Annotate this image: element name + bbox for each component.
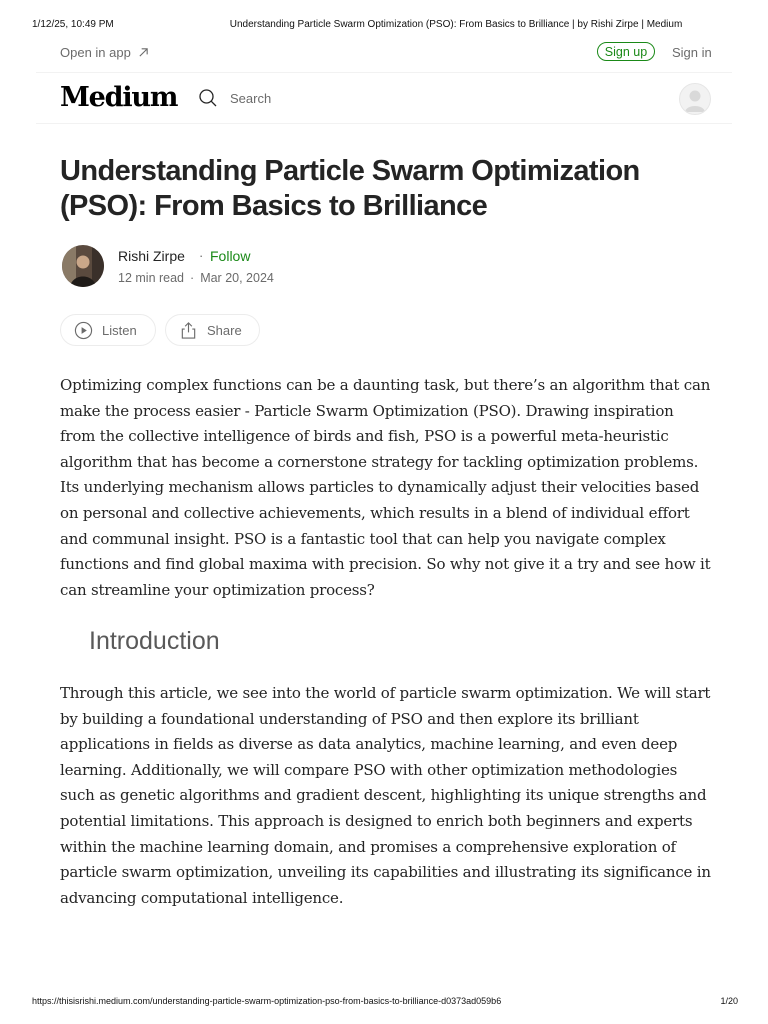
- print-datetime: 1/12/25, 10:49 PM: [32, 18, 114, 30]
- medium-logo[interactable]: Medium: [60, 82, 178, 113]
- follow-button[interactable]: Follow: [210, 248, 251, 264]
- sign-up-button[interactable]: Sign up: [597, 42, 655, 61]
- open-in-app-label: Open in app: [60, 45, 131, 60]
- top-bar: [36, 40, 732, 73]
- meta-separator: ·: [190, 271, 195, 285]
- listen-button[interactable]: [60, 314, 156, 346]
- follow-separator: ·: [199, 248, 204, 263]
- arrow-up-right-icon: [138, 47, 149, 58]
- article-paragraph: Through this article, we see into the world of particle swarm optimization. We will start by building a foundational understanding of PSO and then explore its brilliant applications in fields as diverse as data analytics, machine learning, and even deep learning. Additionally, we will compare PSO with other optimization methodologies such as genetic algorithms and gradient descent, highlighting its unique strengths and potential limitations. This approach is designed to enrich both beginners and experts within the machine learning domain, and promises a comprehensive exploration of particle swarm optimization, unveiling its capabilities and illustrating its significance in advancing computational intelligence.: [60, 684, 711, 907]
- listen-label: Listen: [102, 322, 137, 338]
- read-time: 12 min read: [118, 271, 185, 285]
- share-icon: [179, 321, 198, 340]
- author-name[interactable]: Rishi Zirpe: [118, 248, 185, 264]
- search-icon: [198, 88, 218, 108]
- article-meta: [118, 271, 274, 285]
- sign-in-link[interactable]: Sign in: [672, 45, 712, 60]
- section-heading-introduction: Introduction: [89, 627, 220, 655]
- author-photo: [62, 245, 104, 287]
- print-footer: [32, 996, 738, 1010]
- author-avatar[interactable]: [62, 245, 104, 287]
- print-url: https://thisisrishi.medium.com/understanding-particle-swarm-optimization-pso-from-basics-to-brilliance-d0373ad059b6: [32, 996, 502, 1006]
- play-circle-icon: [74, 321, 93, 340]
- user-avatar[interactable]: [679, 83, 711, 115]
- print-page-number: 1/20: [720, 996, 738, 1006]
- open-in-app-link[interactable]: [60, 45, 149, 60]
- search-input[interactable]: [230, 91, 350, 106]
- publish-date: Mar 20, 2024: [200, 271, 274, 285]
- search-bar[interactable]: [198, 88, 350, 108]
- print-page-title: Understanding Particle Swarm Optimization (PSO): From Basics to Brilliance | by Rishi Zirpe | Medium: [229, 18, 683, 30]
- nav-bar: [36, 73, 732, 124]
- share-label: Share: [207, 322, 242, 338]
- print-header: [32, 17, 740, 31]
- article-paragraph: Optimizing complex functions can be a daunting task, but there’s an algorithm that can make the process easier - Particle Swarm Optimization (PSO). Drawing inspiration from the collective intelligence of birds and fish, PSO is a powerful meta-heuristic algorithm that has become a cornerstone strategy for tackling optimization problems. Its underlying mechanism allows particles to dynamically adjust their velocities based on personal and collective achievements, which results in a blend of individual effort and communal insight. PSO is a fantastic tool that can help you navigate complex functions and find global maxima with precision. So why not give it a try and see how it can streamline your optimization process?: [60, 376, 711, 599]
- share-button[interactable]: [165, 314, 260, 346]
- user-avatar-icon: [680, 84, 710, 114]
- article-title: Understanding Particle Swarm Optimization (PSO): From Basics to Brilliance: [60, 155, 640, 222]
